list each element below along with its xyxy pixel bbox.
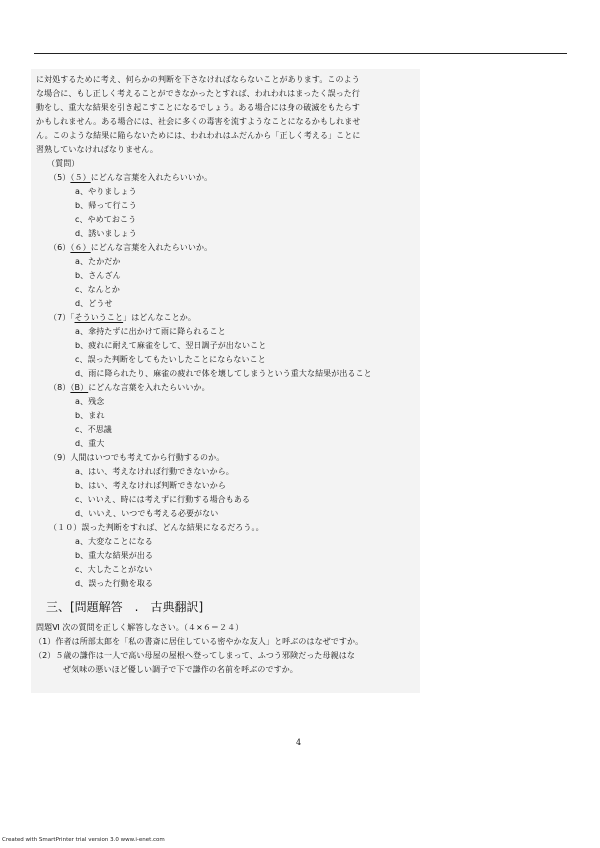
option: a、大変なことになる xyxy=(75,537,153,546)
option: b、まれ xyxy=(75,411,105,420)
option: d、いいえ、いつでも考える必要がない xyxy=(75,509,219,518)
option: b、はい、考えなければ判断できないから xyxy=(75,481,226,490)
option: c、なんとか xyxy=(75,285,120,294)
question-number: （6） xyxy=(49,243,71,252)
blank-marker: （６） xyxy=(70,243,91,252)
questions-label: （質問） xyxy=(47,159,80,168)
blank-marker: そういうこと xyxy=(74,313,124,322)
option: a、たかだか xyxy=(75,257,121,266)
option: d、雨に降られたり、麻雀の疲れで体を壊してしまうという重大な結果が出ること xyxy=(75,369,372,378)
passage-line: に対処するために考え、何らかの判断を下さなければならないことがあります。このよう xyxy=(36,75,360,84)
option: b、帰って行こう xyxy=(75,201,137,210)
passage-line: 習熟していなければなりません。 xyxy=(36,145,158,154)
footer-credit: Created with SmartPrinter trial version 3.0 www.i-enet.com xyxy=(2,837,165,843)
question-text: にどんな言葉を入れたらいいか。 xyxy=(90,173,213,182)
option: c、やめておこう xyxy=(75,215,137,224)
question-5 xyxy=(49,172,212,183)
question-7 xyxy=(49,312,196,323)
question-text: にどんな言葉を入れたらいいか。 xyxy=(88,383,210,392)
option: a、はい、考えなければ行動できないから。 xyxy=(75,467,234,476)
section-question-1: （1）作者は所部太郎を「私の書斎に居住している密やかな友人」と呼ぶのはなぜですか。 xyxy=(34,637,364,646)
passage-line: な場合に、もし正しく考えることができなかったとすれば、われわれはまったく誤った行 xyxy=(36,89,360,98)
passage-line: かもしれません。ある場合には、社会に多くの毒害を流すようなことになるかもしれませ xyxy=(36,117,361,126)
option: c、いいえ、時には考えずに行動する場合もある xyxy=(75,495,251,504)
question-text: 」はどんなことか。 xyxy=(123,313,197,322)
section-question-2: （2）５歳の謙作は一人で高い母屋の屋根へ登ってしまって、ふつう邪険だった母親はな xyxy=(34,651,355,660)
option: a、やりましょう xyxy=(75,187,137,196)
section-heading: 三、[問題解答 . 古典翻訳] xyxy=(46,600,204,614)
option: b、重大な結果が出る xyxy=(75,551,154,560)
question-10: （１０）誤った判断をすれば、どんな結果になるだろう。。 xyxy=(49,523,264,532)
option: c、誤った判断をしてもたいしたことにならないこと xyxy=(75,355,266,364)
option: d、どうせ xyxy=(75,299,113,308)
question-number: （5） xyxy=(49,173,71,182)
blank-marker: （５） xyxy=(70,173,91,182)
header-rule xyxy=(34,53,567,54)
option: d、誘いましょう xyxy=(75,229,137,238)
section-instruction: 問題Ⅵ 次の質問を正しく解答しなさい。（４×６＝２４） xyxy=(36,623,244,632)
passage-line: 動をし、重大な結果を引き起こすことになるでしょう。ある場合には身の破滅をもたらす xyxy=(36,103,360,112)
section-question-2-cont: ぜ気味の悪いほど優しい調子で下で謙作の名前を呼ぶのですか。 xyxy=(63,665,298,674)
option: d、誤った行動を取る xyxy=(75,579,154,588)
question-9: （9）人間はいつでも考えてから行動するのか。 xyxy=(49,453,225,462)
option: a、傘持たずに出かけて雨に降られること xyxy=(75,327,226,336)
option: a、残念 xyxy=(75,397,105,406)
question-number: （8） xyxy=(49,383,71,392)
question-6 xyxy=(49,242,212,253)
question-8 xyxy=(49,382,210,393)
blank-marker: （B） xyxy=(70,383,89,392)
question-text: にどんな言葉を入れたらいいか。 xyxy=(90,243,213,252)
passage-line: ん。このような結果に陥らないためには、われわれはふだんから「正しく考える」ことに xyxy=(36,131,361,140)
question-number: （7）「 xyxy=(49,313,75,322)
option: b、疲れに耐えて麻雀をして、翌日調子が出ないこと xyxy=(75,341,267,350)
option: c、大したことがない xyxy=(75,565,153,574)
page-number: 4 xyxy=(296,738,302,747)
option: c、不思議 xyxy=(75,425,112,434)
option: b、さんざん xyxy=(75,271,121,280)
option: d、重大 xyxy=(75,439,105,448)
